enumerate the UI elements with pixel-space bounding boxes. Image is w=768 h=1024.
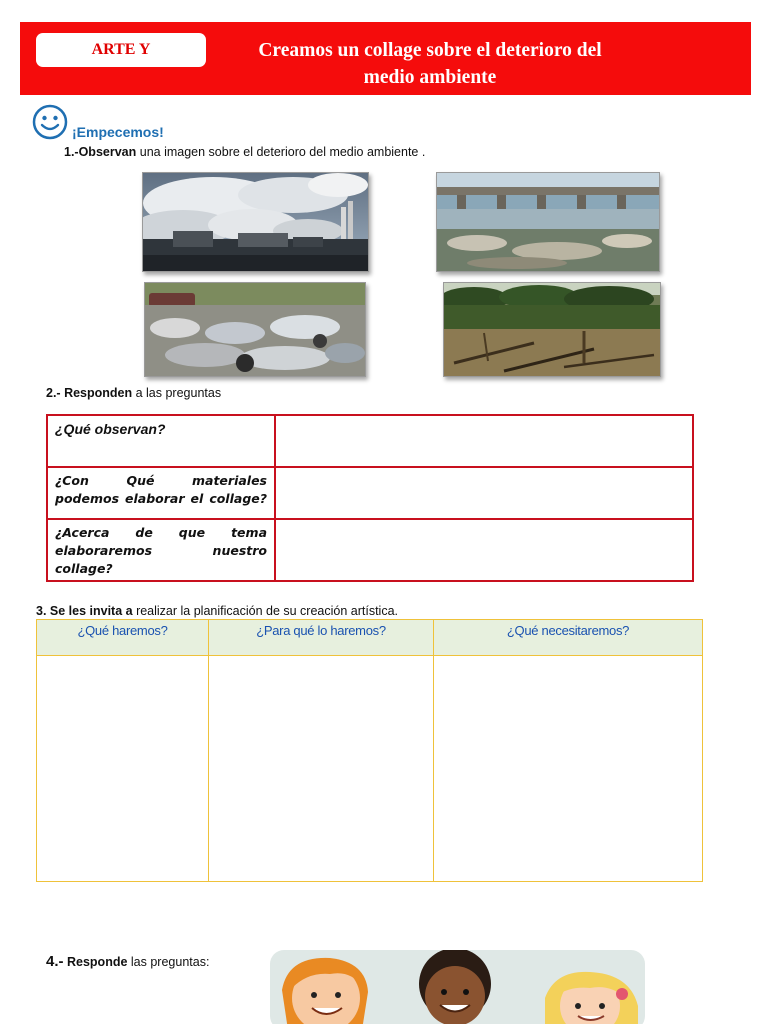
step-4-number: 4.-	[46, 953, 64, 970]
page-title-line-1: Creamos un collage sobre el deterioro del	[258, 40, 602, 61]
section-heading-lets-begin: ¡Empecemos!	[72, 124, 164, 140]
kids-illustration	[270, 950, 645, 1024]
question-2: ¿Con Qué materiales podemos elaborar el collage?	[47, 467, 275, 519]
question-row-2	[47, 467, 693, 519]
planning-table	[36, 619, 703, 882]
questions-table	[46, 414, 694, 582]
planning-body-row	[37, 656, 703, 882]
polluted-river-photo	[436, 172, 660, 272]
planning-header-row	[37, 620, 703, 656]
answer-field-3[interactable]	[275, 519, 693, 581]
answer-field-2[interactable]	[275, 467, 693, 519]
step-2-bold: Responden	[64, 386, 133, 400]
planning-cell-what[interactable]	[37, 656, 209, 882]
answer-field-1[interactable]	[275, 415, 693, 467]
step-4-bold: Responde	[63, 955, 128, 969]
step-2-text: a las preguntas	[132, 386, 222, 400]
step-1-text: una imagen sobre el deterioro del medio ambiente .	[136, 145, 426, 159]
question-row-3	[47, 519, 693, 581]
step-2-instruction	[46, 386, 221, 400]
planning-cell-needs[interactable]	[434, 656, 703, 882]
step-3-text: realizar la planificación de su creación artística.	[132, 604, 398, 618]
page-title	[215, 37, 645, 91]
step-1-instruction	[64, 145, 425, 159]
subject-label: ARTE Y	[36, 33, 206, 67]
step-3-bold: 3. Se les invita a	[36, 604, 133, 618]
question-1: ¿Qué observan?	[47, 415, 275, 467]
step-3-instruction	[36, 604, 398, 618]
question-3: ¿Acerca de que tema elaboraremos nuestro collage?	[47, 519, 275, 581]
planning-header-needs: ¿Qué necesitaremos?	[434, 620, 703, 656]
step-1-bold: 1.-Observan	[64, 145, 137, 159]
step-2-number: 2.-	[46, 386, 65, 400]
step-4-instruction	[46, 953, 209, 970]
smiley-face-icon	[32, 104, 68, 140]
planning-header-why: ¿Para qué lo haremos?	[209, 620, 434, 656]
factory-smoke-photo	[142, 172, 369, 272]
page-title-line-2: medio ambiente	[363, 67, 497, 88]
step-4-text: las preguntas:	[127, 955, 210, 969]
question-row-1	[47, 415, 693, 467]
planning-cell-why[interactable]	[209, 656, 434, 882]
planning-header-what: ¿Qué haremos?	[37, 620, 209, 656]
garbage-dump-photo	[144, 282, 366, 377]
deforestation-photo	[443, 282, 661, 377]
